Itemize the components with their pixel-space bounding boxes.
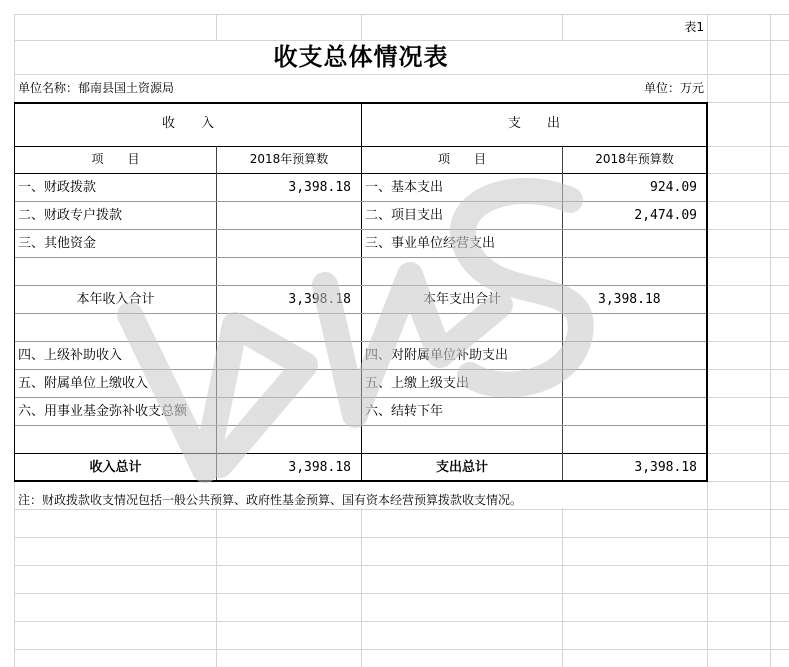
income-item-cell: 六、用事业基金弥补收支总额 [18,404,188,419]
expense-item-cell: 三、事业单位经营支出 [365,236,496,251]
income-budget-header: 2018年预算数 [249,152,329,166]
income-item-cell: 四、上级补助收入 [18,348,123,363]
expense-item-cell: 六、结转下年 [365,404,444,419]
grid-line [14,649,789,650]
page-title: 收支总体情况表 [273,43,449,71]
expense-budget-header: 2018年预算数 [595,152,674,166]
income-item-cell: 五、附属单位上缴收入 [18,376,149,391]
expense-item-cell: 五、上缴上级支出 [365,376,470,391]
table-border [706,102,708,482]
expense-header: 支 出 [507,116,560,131]
expense-item-cell: 支出总计 [435,460,488,475]
grid-line [14,537,789,538]
expense-item-cell: 二、项目支出 [365,208,444,223]
grid-line [14,565,789,566]
expense-value-cell: 3,398.18 [598,292,661,307]
income-value-cell: 3,398.18 [288,292,351,307]
expense-value-cell: 924.09 [650,180,697,195]
unit-label: 单位：万元 [643,81,704,95]
grid-line [14,593,789,594]
income-item-cell: 二、财政专户拨款 [18,208,123,223]
expense-item-cell: 本年支出合计 [422,292,501,307]
income-header: 收 入 [161,116,214,131]
table-number: 表1 [684,20,704,34]
expense-value-cell: 2,474.09 [634,208,697,223]
income-value-cell: 3,398.18 [288,460,351,475]
expense-item-cell: 四、对附属单位补助支出 [365,348,509,363]
income-item-cell: 收入总计 [89,460,142,475]
footnote: 注：财政拨款收支情况包括一般公共预算、政府性基金预算、国有资本经营预算拨款收支情况。 [18,493,523,507]
income-item-header: 项 目 [91,152,140,166]
unit-name: 单位名称：郁南县国土资源局 [18,81,175,95]
expense-value-cell: 3,398.18 [634,460,697,475]
expense-item-cell: 一、基本支出 [365,180,444,195]
grid-line [14,621,789,622]
income-item-cell: 一、财政拨款 [18,180,97,195]
income-item-cell: 本年收入合计 [76,292,155,307]
income-value-cell: 3,398.18 [288,180,351,195]
expense-item-header: 项 目 [437,152,486,166]
income-item-cell: 三、其他资金 [18,236,97,251]
